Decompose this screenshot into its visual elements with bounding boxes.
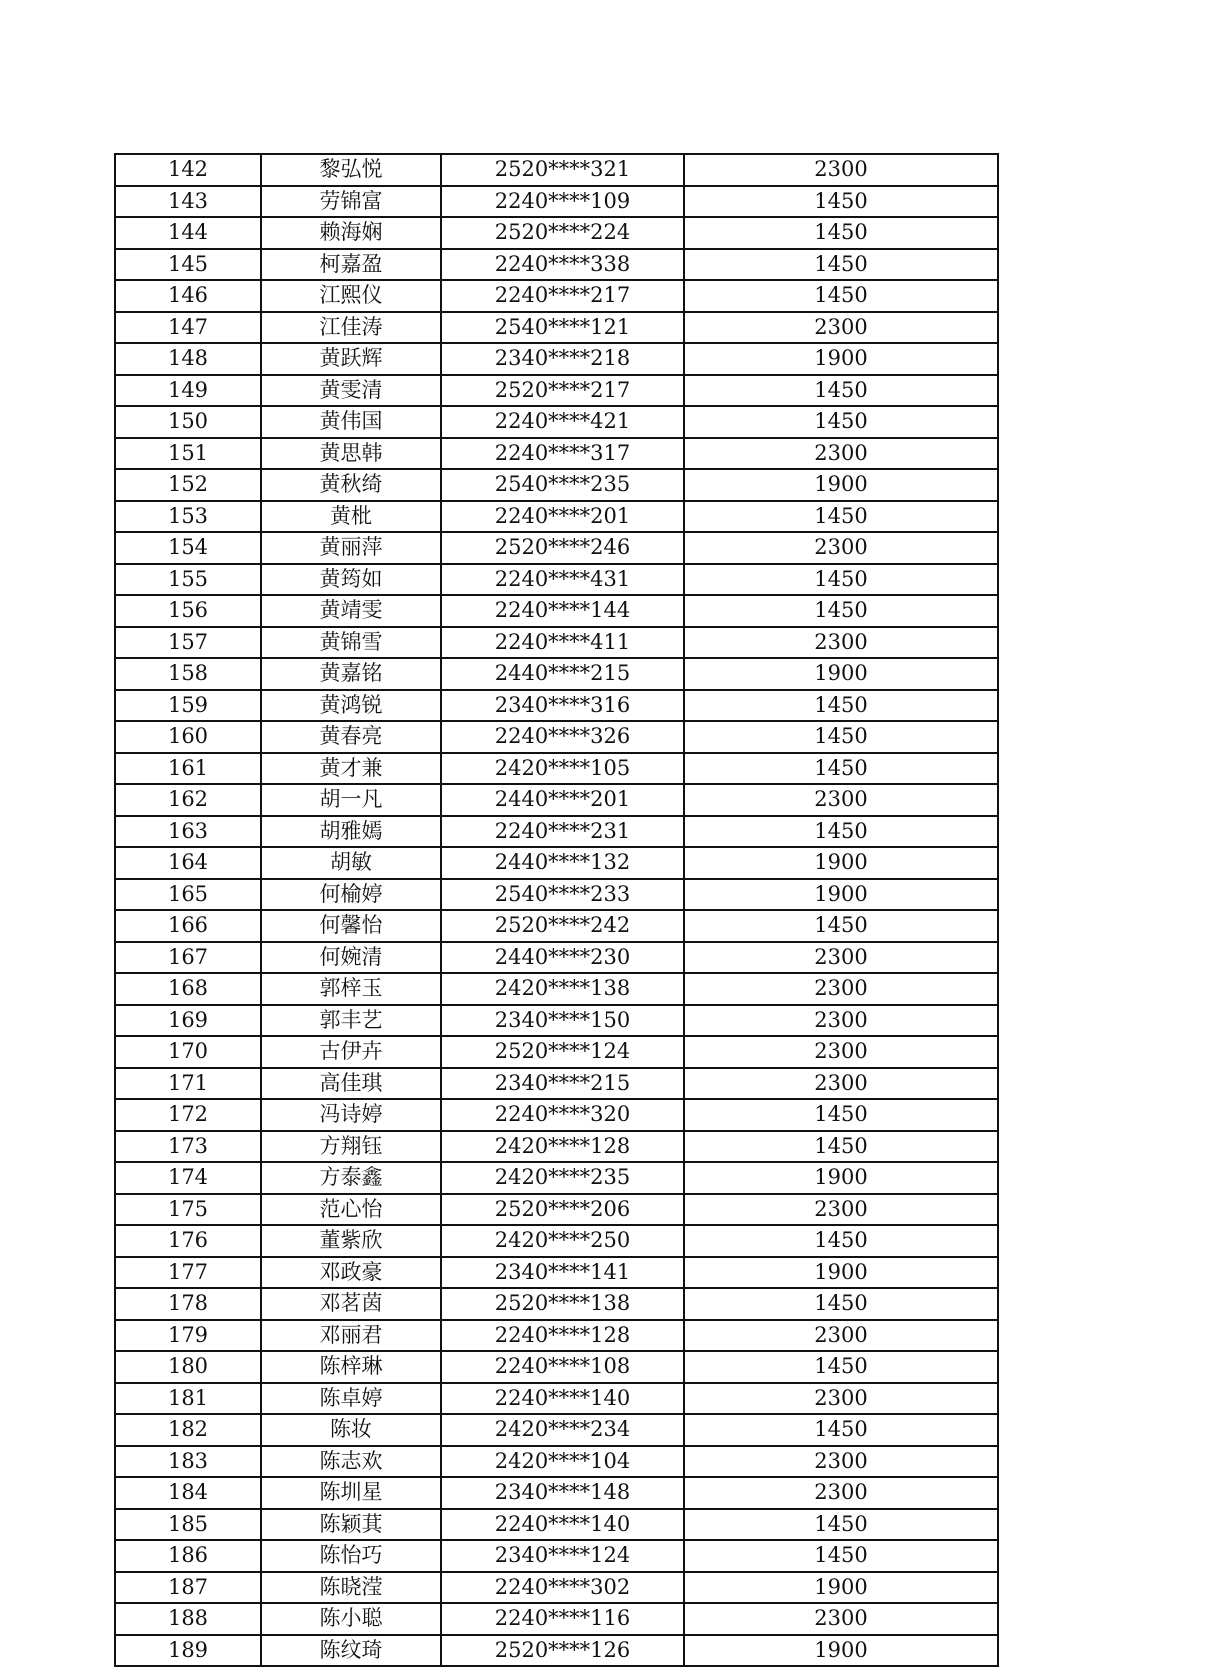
amount-cell: 2300	[684, 942, 998, 974]
row-number-cell: 173	[115, 1131, 261, 1163]
id-number-cell: 2540****233	[441, 879, 684, 911]
id-number-cell: 2420****104	[441, 1446, 684, 1478]
table-row	[115, 816, 998, 848]
row-number-cell: 186	[115, 1540, 261, 1572]
table-row	[115, 1288, 998, 1320]
name-cell: 陈圳星	[261, 1477, 441, 1509]
name-cell: 陈梓琳	[261, 1351, 441, 1383]
name-cell: 黄思韩	[261, 438, 441, 470]
table-row	[115, 1351, 998, 1383]
row-number-cell: 177	[115, 1257, 261, 1289]
table-row	[115, 627, 998, 659]
row-number-cell: 161	[115, 753, 261, 785]
id-number-cell: 2340****218	[441, 343, 684, 375]
id-number-cell: 2520****124	[441, 1036, 684, 1068]
row-number-cell: 144	[115, 217, 261, 249]
id-number-cell: 2420****128	[441, 1131, 684, 1163]
id-number-cell: 2440****215	[441, 658, 684, 690]
amount-cell: 1450	[684, 375, 998, 407]
id-number-cell: 2240****411	[441, 627, 684, 659]
row-number-cell: 150	[115, 406, 261, 438]
id-number-cell: 2240****231	[441, 816, 684, 848]
table-row	[115, 1446, 998, 1478]
amount-cell: 1450	[684, 1540, 998, 1572]
amount-cell: 1450	[684, 564, 998, 596]
id-number-cell: 2240****317	[441, 438, 684, 470]
row-number-cell: 153	[115, 501, 261, 533]
amount-cell: 2300	[684, 1477, 998, 1509]
table-row	[115, 879, 998, 911]
id-number-cell: 2240****144	[441, 595, 684, 627]
table-row	[115, 154, 998, 186]
id-number-cell: 2520****206	[441, 1194, 684, 1226]
row-number-cell: 143	[115, 186, 261, 218]
row-number-cell: 180	[115, 1351, 261, 1383]
id-number-cell: 2420****235	[441, 1162, 684, 1194]
table-row	[115, 1194, 998, 1226]
id-number-cell: 2340****215	[441, 1068, 684, 1100]
id-number-cell: 2240****116	[441, 1603, 684, 1635]
table-row	[115, 1099, 998, 1131]
amount-cell: 1450	[684, 280, 998, 312]
name-cell: 陈怡巧	[261, 1540, 441, 1572]
name-cell: 陈颖萁	[261, 1509, 441, 1541]
name-cell: 范心怡	[261, 1194, 441, 1226]
row-number-cell: 149	[115, 375, 261, 407]
table-row	[115, 1225, 998, 1257]
name-cell: 胡一凡	[261, 784, 441, 816]
table-row	[115, 847, 998, 879]
id-number-cell: 2340****148	[441, 1477, 684, 1509]
amount-cell: 1900	[684, 1257, 998, 1289]
name-cell: 董紫欣	[261, 1225, 441, 1257]
name-cell: 方翔钰	[261, 1131, 441, 1163]
id-number-cell: 2340****141	[441, 1257, 684, 1289]
name-cell: 陈妆	[261, 1414, 441, 1446]
amount-cell: 1900	[684, 1572, 998, 1604]
table-row	[115, 1068, 998, 1100]
table-row	[115, 469, 998, 501]
row-number-cell: 171	[115, 1068, 261, 1100]
id-number-cell: 2240****431	[441, 564, 684, 596]
amount-cell: 2300	[684, 1320, 998, 1352]
id-number-cell: 2420****138	[441, 973, 684, 1005]
row-number-cell: 185	[115, 1509, 261, 1541]
amount-cell: 2300	[684, 154, 998, 186]
name-cell: 江佳涛	[261, 312, 441, 344]
amount-cell: 1900	[684, 1162, 998, 1194]
name-cell: 冯诗婷	[261, 1099, 441, 1131]
name-cell: 黄伟国	[261, 406, 441, 438]
name-cell: 黄秋绮	[261, 469, 441, 501]
amount-cell: 1450	[684, 1131, 998, 1163]
amount-cell: 1900	[684, 1635, 998, 1667]
id-number-cell: 2440****132	[441, 847, 684, 879]
row-number-cell: 187	[115, 1572, 261, 1604]
id-number-cell: 2240****108	[441, 1351, 684, 1383]
amount-cell: 1450	[684, 1225, 998, 1257]
row-number-cell: 158	[115, 658, 261, 690]
amount-cell: 2300	[684, 1068, 998, 1100]
table-row	[115, 186, 998, 218]
id-number-cell: 2420****250	[441, 1225, 684, 1257]
row-number-cell: 154	[115, 532, 261, 564]
name-cell: 古伊卉	[261, 1036, 441, 1068]
id-number-cell: 2540****235	[441, 469, 684, 501]
id-number-cell: 2520****242	[441, 910, 684, 942]
row-number-cell: 146	[115, 280, 261, 312]
table-row	[115, 1540, 998, 1572]
row-number-cell: 156	[115, 595, 261, 627]
name-cell: 陈纹琦	[261, 1635, 441, 1667]
table-row	[115, 690, 998, 722]
name-cell: 黄锦雪	[261, 627, 441, 659]
table-row	[115, 1414, 998, 1446]
table-row	[115, 343, 998, 375]
table-row	[115, 1635, 998, 1667]
amount-cell: 2300	[684, 627, 998, 659]
name-cell: 柯嘉盈	[261, 249, 441, 281]
name-cell: 黄鸿锐	[261, 690, 441, 722]
name-cell: 黄春亮	[261, 721, 441, 753]
amount-cell: 1450	[684, 501, 998, 533]
id-number-cell: 2440****201	[441, 784, 684, 816]
row-number-cell: 167	[115, 942, 261, 974]
amount-cell: 2300	[684, 1383, 998, 1415]
id-number-cell: 2240****140	[441, 1383, 684, 1415]
amount-cell: 1450	[684, 721, 998, 753]
table-body	[115, 154, 998, 1666]
id-number-cell: 2240****302	[441, 1572, 684, 1604]
name-cell: 郭梓玉	[261, 973, 441, 1005]
table-row	[115, 532, 998, 564]
row-number-cell: 178	[115, 1288, 261, 1320]
name-cell: 陈卓婷	[261, 1383, 441, 1415]
row-number-cell: 182	[115, 1414, 261, 1446]
row-number-cell: 165	[115, 879, 261, 911]
amount-cell: 1450	[684, 1288, 998, 1320]
amount-cell: 2300	[684, 973, 998, 1005]
id-number-cell: 2520****217	[441, 375, 684, 407]
name-cell: 黄嘉铭	[261, 658, 441, 690]
amount-cell: 1450	[684, 595, 998, 627]
amount-cell: 2300	[684, 312, 998, 344]
id-number-cell: 2420****105	[441, 753, 684, 785]
name-cell: 江熙仪	[261, 280, 441, 312]
row-number-cell: 151	[115, 438, 261, 470]
table-row	[115, 1036, 998, 1068]
name-cell: 陈志欢	[261, 1446, 441, 1478]
name-cell: 何馨怡	[261, 910, 441, 942]
table-row	[115, 753, 998, 785]
row-number-cell: 176	[115, 1225, 261, 1257]
id-number-cell: 2240****140	[441, 1509, 684, 1541]
row-number-cell: 163	[115, 816, 261, 848]
name-cell: 黄靖雯	[261, 595, 441, 627]
amount-cell: 1450	[684, 1351, 998, 1383]
row-number-cell: 179	[115, 1320, 261, 1352]
table-row	[115, 1477, 998, 1509]
name-cell: 黄雯清	[261, 375, 441, 407]
name-cell: 邓政豪	[261, 1257, 441, 1289]
row-number-cell: 148	[115, 343, 261, 375]
amount-cell: 2300	[684, 1603, 998, 1635]
row-number-cell: 189	[115, 1635, 261, 1667]
name-cell: 邓丽君	[261, 1320, 441, 1352]
table-row	[115, 1162, 998, 1194]
name-cell: 黄筠如	[261, 564, 441, 596]
name-cell: 陈小聪	[261, 1603, 441, 1635]
name-cell: 何榆婷	[261, 879, 441, 911]
table-row	[115, 910, 998, 942]
name-cell: 黄枇	[261, 501, 441, 533]
id-number-cell: 2340****124	[441, 1540, 684, 1572]
amount-cell: 1450	[684, 186, 998, 218]
id-number-cell: 2520****321	[441, 154, 684, 186]
table-row	[115, 1131, 998, 1163]
id-number-cell: 2440****230	[441, 942, 684, 974]
amount-cell: 2300	[684, 532, 998, 564]
amount-cell: 1450	[684, 816, 998, 848]
id-number-cell: 2240****421	[441, 406, 684, 438]
name-cell: 黎弘悦	[261, 154, 441, 186]
table-row	[115, 784, 998, 816]
table-row	[115, 217, 998, 249]
row-number-cell: 172	[115, 1099, 261, 1131]
row-number-cell: 145	[115, 249, 261, 281]
row-number-cell: 169	[115, 1005, 261, 1037]
table-row	[115, 438, 998, 470]
amount-cell: 2300	[684, 784, 998, 816]
row-number-cell: 188	[115, 1603, 261, 1635]
row-number-cell: 170	[115, 1036, 261, 1068]
row-number-cell: 162	[115, 784, 261, 816]
name-cell: 邓茗茵	[261, 1288, 441, 1320]
row-number-cell: 142	[115, 154, 261, 186]
id-number-cell: 2240****338	[441, 249, 684, 281]
name-cell: 陈晓滢	[261, 1572, 441, 1604]
amount-cell: 1900	[684, 658, 998, 690]
name-cell: 胡敏	[261, 847, 441, 879]
amount-cell: 2300	[684, 1194, 998, 1226]
name-cell: 赖海娴	[261, 217, 441, 249]
table-row	[115, 658, 998, 690]
recipient-table	[114, 153, 999, 1667]
row-number-cell: 166	[115, 910, 261, 942]
amount-cell: 1900	[684, 879, 998, 911]
amount-cell: 2300	[684, 438, 998, 470]
id-number-cell: 2340****316	[441, 690, 684, 722]
amount-cell: 2300	[684, 1005, 998, 1037]
amount-cell: 1450	[684, 1509, 998, 1541]
table-row	[115, 595, 998, 627]
table-row	[115, 1572, 998, 1604]
row-number-cell: 183	[115, 1446, 261, 1478]
row-number-cell: 160	[115, 721, 261, 753]
id-number-cell: 2520****138	[441, 1288, 684, 1320]
amount-cell: 1450	[684, 217, 998, 249]
table-row	[115, 280, 998, 312]
name-cell: 胡雅嫣	[261, 816, 441, 848]
table-row	[115, 1509, 998, 1541]
table-row	[115, 942, 998, 974]
id-number-cell: 2240****326	[441, 721, 684, 753]
name-cell: 劳锦富	[261, 186, 441, 218]
row-number-cell: 159	[115, 690, 261, 722]
table-row	[115, 564, 998, 596]
row-number-cell: 174	[115, 1162, 261, 1194]
table-row	[115, 1257, 998, 1289]
id-number-cell: 2240****109	[441, 186, 684, 218]
amount-cell: 1900	[684, 469, 998, 501]
amount-cell: 1900	[684, 847, 998, 879]
id-number-cell: 2520****246	[441, 532, 684, 564]
row-number-cell: 175	[115, 1194, 261, 1226]
row-number-cell: 181	[115, 1383, 261, 1415]
table-row	[115, 312, 998, 344]
amount-cell: 2300	[684, 1036, 998, 1068]
name-cell: 方泰鑫	[261, 1162, 441, 1194]
row-number-cell: 164	[115, 847, 261, 879]
table-row	[115, 721, 998, 753]
id-number-cell: 2240****128	[441, 1320, 684, 1352]
table-row	[115, 375, 998, 407]
amount-cell: 1450	[684, 249, 998, 281]
row-number-cell: 157	[115, 627, 261, 659]
table-row	[115, 1005, 998, 1037]
id-number-cell: 2240****201	[441, 501, 684, 533]
table-row	[115, 1383, 998, 1415]
name-cell: 黄丽萍	[261, 532, 441, 564]
table-row	[115, 501, 998, 533]
amount-cell: 1450	[684, 406, 998, 438]
id-number-cell: 2540****121	[441, 312, 684, 344]
name-cell: 黄跃辉	[261, 343, 441, 375]
id-number-cell: 2340****150	[441, 1005, 684, 1037]
amount-cell: 1450	[684, 1099, 998, 1131]
id-number-cell: 2420****234	[441, 1414, 684, 1446]
name-cell: 高佳琪	[261, 1068, 441, 1100]
amount-cell: 1450	[684, 1414, 998, 1446]
table-row	[115, 1320, 998, 1352]
id-number-cell: 2240****320	[441, 1099, 684, 1131]
row-number-cell: 184	[115, 1477, 261, 1509]
amount-cell: 1450	[684, 910, 998, 942]
id-number-cell: 2520****126	[441, 1635, 684, 1667]
name-cell: 黄才兼	[261, 753, 441, 785]
id-number-cell: 2240****217	[441, 280, 684, 312]
amount-cell: 2300	[684, 1446, 998, 1478]
table-row	[115, 249, 998, 281]
row-number-cell: 147	[115, 312, 261, 344]
row-number-cell: 152	[115, 469, 261, 501]
table-row	[115, 406, 998, 438]
row-number-cell: 168	[115, 973, 261, 1005]
amount-cell: 1450	[684, 690, 998, 722]
row-number-cell: 155	[115, 564, 261, 596]
id-number-cell: 2520****224	[441, 217, 684, 249]
amount-cell: 1450	[684, 753, 998, 785]
table-row	[115, 973, 998, 1005]
amount-cell: 1900	[684, 343, 998, 375]
name-cell: 何婉清	[261, 942, 441, 974]
name-cell: 郭丰艺	[261, 1005, 441, 1037]
table-row	[115, 1603, 998, 1635]
